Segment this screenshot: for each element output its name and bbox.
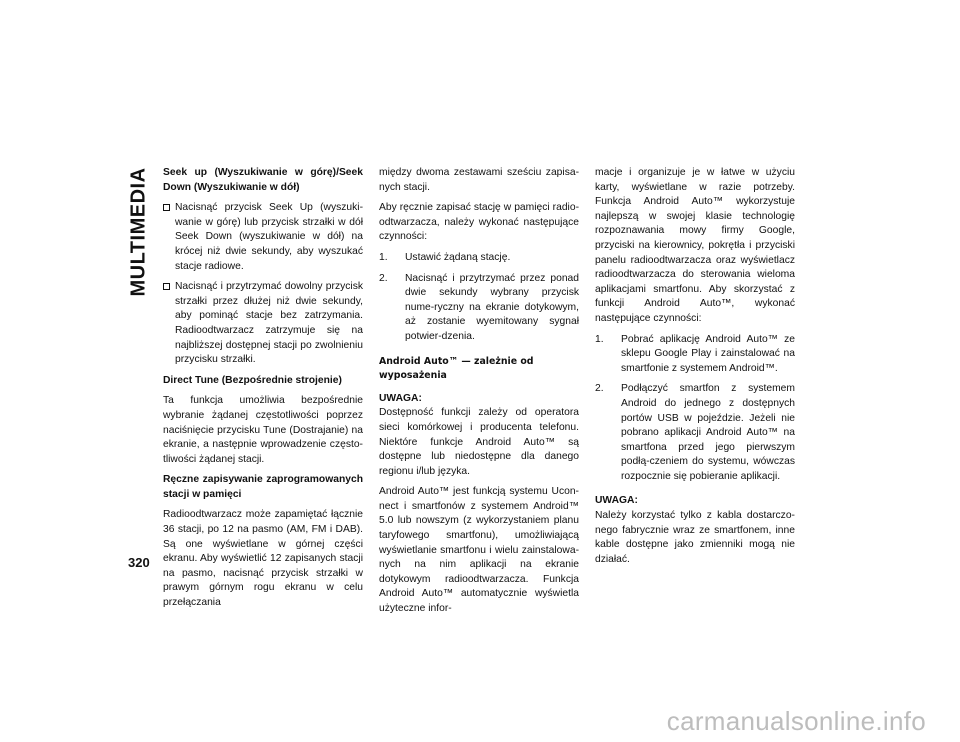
column-2 <box>379 166 579 623</box>
bullet-text: Nacisnąć przycisk Seek Up (wyszuki-wanie w górę) lub przycisk strzałki w dół Seek Down (wyszukiwanie w dół) na krócej niż dwie sekundy, aby wyszukać stacje radiowe. <box>175 202 363 272</box>
numbered-step <box>379 251 579 266</box>
column-1 <box>163 166 363 617</box>
square-bullet-icon <box>163 204 170 211</box>
step-number: 1. <box>595 333 604 345</box>
column-3 <box>595 166 795 573</box>
paragraph: Aby ręcznie zapisać stację w pamięci radio-odtwarzacza, należy wykonać następujące czynności: <box>379 202 579 243</box>
bullet-item <box>163 280 363 368</box>
note-title: UWAGA: <box>595 495 638 507</box>
numbered-step <box>595 382 795 484</box>
page-number: 320 <box>128 555 150 570</box>
heading-manual-presets: Ręczne zapisywanie zaprogramowanych stacji w pamięci <box>163 474 363 500</box>
numbered-step <box>595 333 795 377</box>
section-label-text: MULTIMEDIA <box>127 167 150 297</box>
square-bullet-icon <box>163 283 170 290</box>
step-text: Pobrać aplikację Android Auto™ ze sklepu Google Play i zainstalować na smartfonie z systemem Android™. <box>621 333 795 374</box>
paragraph: Ta funkcja umożliwia bezpośrednie wybranie żądanej częstotliwości poprzez naciśnięcie przycisku Tune (Dostrajanie) na ekranie, a następnie wprowadzenie często-tliwości żądanej stacji. <box>163 395 363 465</box>
section-title-android-auto: Android Auto™ — zależnie od wyposażenia <box>379 355 534 382</box>
step-text: Nacisnąć i przytrzymać przez ponad dwie sekundy wybrany przycisk nume-ryczny na ekranie dotykowym, aż zostanie wyemitowany sygnał potwier-dzenia. <box>405 272 579 342</box>
step-text: Podłączyć smartfon z systemem Android do jednego z dostępnych portów USB w pojeździe. Jeżeli nie pobrano aplikacji Android Auto™ na smartfona przed jego pierwszym podłą-czeniem do systemu, wówczas rozpocznie się pobieranie aplikacji. <box>621 383 795 482</box>
bullet-text: Nacisnąć i przytrzymać dowolny przycisk strzałki przez dłużej niż dwie sekundy, aby pominąć stacje bez zatrzymania. Radioodtwarzacz zatrzymuje się na najbliższej dostępnej stacji po zwolnieniu przycisku strzałki. <box>175 281 363 366</box>
note-title: UWAGA: <box>379 392 422 404</box>
paragraph: macje i organizuje je w łatwe w użyciu karty, wyświetlane w razie potrzeby. Funkcja Android Auto™ wykorzystuje najlepszą w swojej klasie technologię rozpoznawania mowy firmy Google, przyciski na kierownicy, pokrętła i przyciski panelu radioodtwarzacza oraz wyświetlacz radioodtwarzacza do sterowania wieloma aplikacjami smartfonu. Aby skorzystać z funkcji Android Auto™, wykonać następujące czynności: <box>595 167 795 324</box>
footer-watermark: carmanualsonline.info <box>666 706 926 736</box>
heading-direct-tune: Direct Tune (Bezpośrednie strojenie) <box>163 374 342 386</box>
heading-seek: Seek up (Wyszukiwanie w górę)/Seek Down (Wyszukiwanie w dół) <box>163 167 363 193</box>
note-text: Należy korzystać tylko z kabla dostarczo-nego fabrycznie wraz ze smartfonem, inne kable dostępne jako zmienniki mogą nie działać. <box>595 510 795 565</box>
bullet-item <box>163 201 363 274</box>
paragraph: między dwoma zestawami sześciu zapisa-nych stacji. <box>379 167 579 193</box>
paragraph: Android Auto™ jest funkcją systemu Ucon-nect i smartfonów z systemem Android™ 5.0 lub nowszym (z wykorzystaniem planu taryfowego smartfonu), umożliwiającą wyświetlanie smartfonu i wielu zainstalowa-nych na nim aplikacji na ekranie dotykowym radioodtwarzacza. Funkcja Android Auto™ automatycznie wyświetla użyteczne infor- <box>379 486 579 615</box>
step-number: 2. <box>595 383 604 395</box>
paragraph: Radioodtwarzacz może zapamiętać łącznie 36 stacji, po 12 na pasmo (AM, FM i DAB). Są one wyświetlane w górnej części ekranu. Aby wyświetlić 12 zapisanych stacji na pasmo, nacisnąć przycisk strzałki w prawym górnym rogu ekranu w celu przełączania <box>163 509 363 609</box>
section-side-label <box>126 167 152 297</box>
numbered-step <box>379 272 579 345</box>
note-text: Dostępność funkcji zależy od operatora sieci komórkowej i producenta telefonu. Niektóre funkcje Android Auto™ są dostępne lub niedostępne dla danego regionu i/lub języka. <box>379 407 579 477</box>
step-number: 1. <box>379 251 388 263</box>
step-number: 2. <box>379 272 388 284</box>
step-text: Ustawić żądaną stację. <box>405 251 511 263</box>
